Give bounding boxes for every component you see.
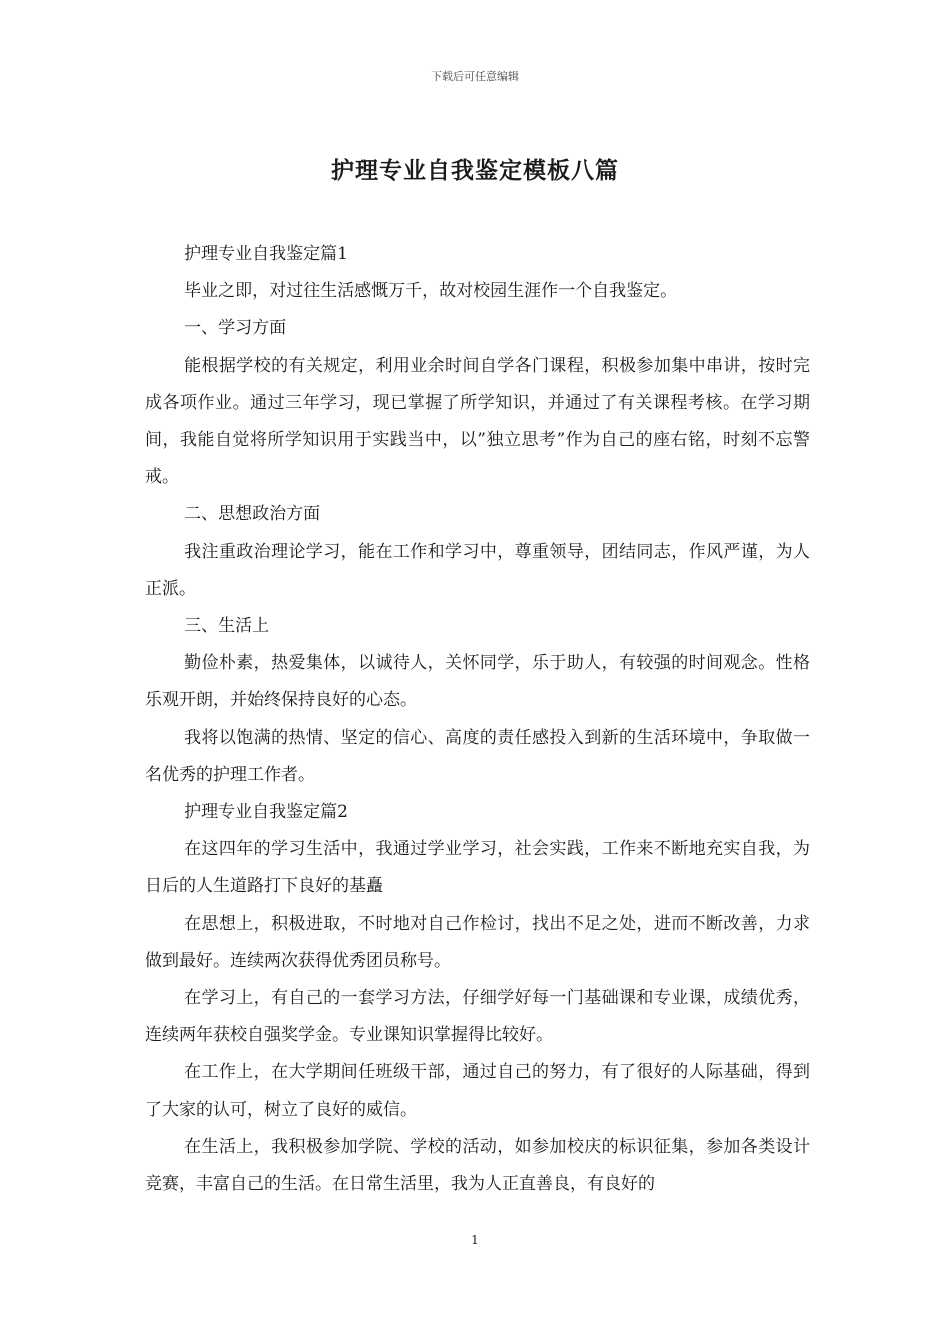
paragraph: 在生活上，我积极参加学院、学校的活动，如参加校庆的标识征集，参加各类设计竞赛，丰富自己的生活。在日常生活里，我为人正直善良，有良好的: [145, 1136, 810, 1195]
paragraph: 在学习上，有自己的一套学习方法，仔细学好每一门基础课和专业课，成绩优秀，连续两年获校自强奖学金。专业课知识掌握得比较好。: [145, 988, 810, 1046]
page-number: 1: [471, 1233, 479, 1247]
document-title: 护理专业自我鉴定模板八篇: [331, 157, 619, 184]
paragraph: 勤俭朴素，热爱集体，以诚待人，关怀同学，乐于助人，有较强的时间观念。性格乐观开朗，并始终保持良好的心态。: [145, 653, 810, 711]
subsection-heading: 三、生活上: [184, 616, 270, 637]
document-body: [145, 236, 810, 1203]
paragraph: 我注重政治理论学习，能在工作和学习中，尊重领导，团结同志，作风严谨，为人正派。: [145, 541, 810, 599]
subsection-heading: 一、学习方面: [184, 318, 287, 339]
paragraph: 在思想上，积极进取，不时地对自己作检讨，找出不足之处，进而不断改善，力求做到最好。连续两次获得优秀团员称号。: [145, 913, 810, 971]
section-heading: 护理专业自我鉴定篇2: [184, 802, 348, 823]
paragraph: 毕业之即，对过往生活感慨万千，故对校园生涯作一个自我鉴定。: [184, 281, 678, 302]
paragraph: 在这四年的学习生活中，我通过学业学习，社会实践，工作来不断地充实自我，为日后的人生道路打下良好的基矗: [145, 839, 810, 897]
page-header-note: 下载后可任意编辑: [431, 70, 519, 83]
paragraph: 在工作上，在大学期间任班级干部，通过自己的努力，有了很好的人际基础，得到了大家的认可，树立了良好的威信。: [145, 1062, 810, 1120]
paragraph: 我将以饱满的热情、坚定的信心、高度的责任感投入到新的生活环境中，争取做一名优秀的护理工作者。: [145, 727, 810, 785]
section-heading: 护理专业自我鉴定篇1: [184, 244, 348, 264]
subsection-heading: 二、思想政治方面: [184, 504, 321, 525]
paragraph: 能根据学校的有关规定，利用业余时间自学各门课程，积极参加集中串讲，按时完成各项作业。通过三年学习，现已掌握了所学知识，并通过了有关课程考核。在学习期间，我能自觉将所学知识用于实践当中，以”独立思考”作为自己的座右铭，时刻不忘警戒。: [145, 355, 810, 488]
